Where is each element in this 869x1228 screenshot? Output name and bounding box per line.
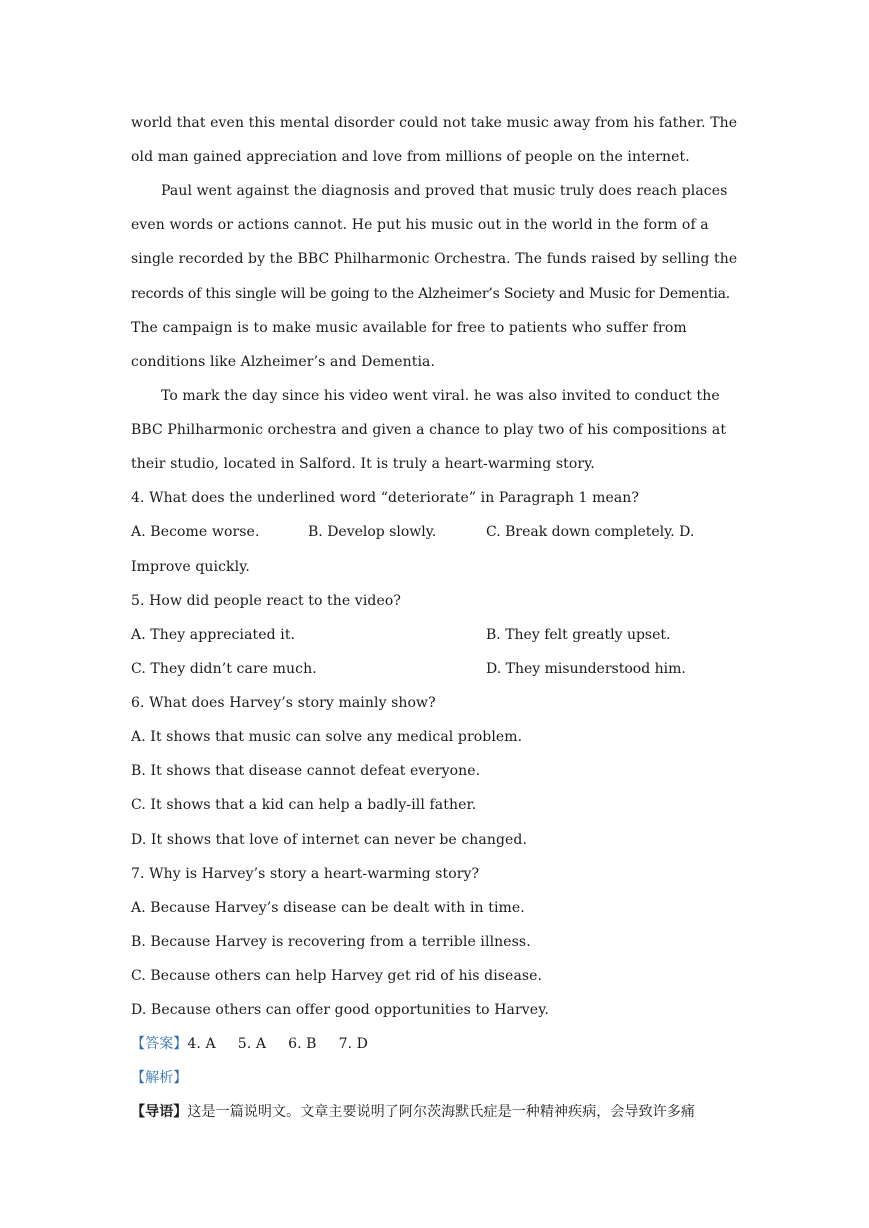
passage-line: single recorded by the BBC Philharmonic Orchestra. The funds raised by selling the (131, 251, 738, 267)
option-a: A. Become worse. (131, 524, 260, 540)
option-a: A. Because Harvey’s disease can be dealt with in time. (131, 900, 525, 916)
answer-item: 4. A (187, 1036, 216, 1052)
passage-line: To mark the day since his video went viral. he was also invited to conduct the (161, 388, 720, 404)
answer-tag: 【答案】 (131, 1036, 188, 1052)
passage-line: The campaign is to make music available for free to patients who suffer from (131, 320, 687, 336)
question-stem: 5. How did people react to the video? (131, 593, 401, 609)
passage-line: records of this single will be going to the Alzheimer’s Society and Music for Dementia. (131, 286, 731, 302)
passage-line: old man gained appreciation and love from millions of people on the internet. (131, 149, 690, 165)
passage-line: their studio, located in Salford. It is truly a heart-warming story. (131, 456, 595, 472)
option-a: A. They appreciated it. (131, 627, 296, 643)
analysis-line (131, 1068, 187, 1088)
option-b: B. Develop slowly. (308, 524, 437, 540)
option-d: D. Because others can offer good opportunities to Harvey. (131, 1002, 549, 1018)
answer-item: 7. D (338, 1036, 368, 1052)
option-d: Improve quickly. (131, 559, 250, 575)
option-b: B. Because Harvey is recovering from a terrible illness. (131, 934, 531, 950)
passage-line: Paul went against the diagnosis and proved that music truly does reach places (161, 183, 728, 199)
option-d: D. They misunderstood him. (486, 661, 686, 677)
answer-item: 5. A (237, 1036, 267, 1052)
option-b: B. They felt greatly upset. (486, 627, 671, 643)
option-c: C. Break down completely. D. (486, 524, 695, 540)
option-c: C. Because others can help Harvey get rid of his disease. (131, 968, 543, 984)
passage-line: world that even this mental disorder could not take music away from his father. The (131, 115, 738, 131)
passage-line: BBC Philharmonic orchestra and given a chance to play two of his compositions at (131, 422, 727, 438)
guide-text: 这是一篇说明文。文章主要说明了阿尔茨海默氏症是一种精神疾病，会导致许多痛 (187, 1104, 696, 1120)
question-stem: 7. Why is Harvey’s story a heart-warming story? (131, 866, 480, 882)
option-b: B. It shows that disease cannot defeat everyone. (131, 763, 481, 779)
question-stem: 6. What does Harvey’s story mainly show? (131, 695, 436, 711)
guide-tag: 【导语】 (131, 1104, 188, 1120)
option-d: D. It shows that love of internet can never be changed. (131, 832, 528, 848)
passage-line: even words or actions cannot. He put his music out in the world in the form of a (131, 217, 709, 233)
answer-line (131, 1034, 390, 1054)
guide-line (131, 1102, 695, 1122)
passage-line: conditions like Alzheimer’s and Dementia. (131, 354, 436, 370)
analysis-tag: 【解析】 (131, 1070, 188, 1086)
option-c: C. They didn’t care much. (131, 661, 317, 677)
option-a: A. It shows that music can solve any medical problem. (131, 729, 523, 745)
option-c: C. It shows that a kid can help a badly-ill father. (131, 797, 477, 813)
question-stem: 4. What does the underlined word “deteriorate” in Paragraph 1 mean? (131, 490, 639, 506)
answer-item: 6. B (288, 1036, 317, 1052)
